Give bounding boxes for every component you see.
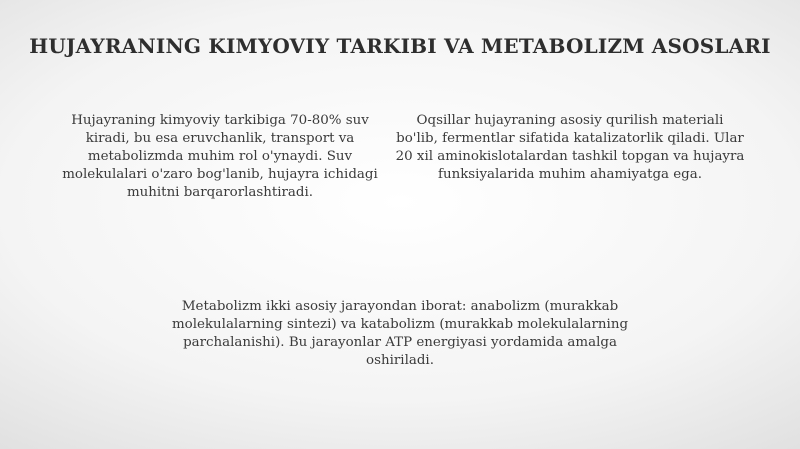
water-paragraph: Hujayraning kimyoviy tarkibiga 70-80% suv kiradi, bu esa eruvchanlik, transport va metabolizmda muhim rol o'ynaydi. Suv molekulalari o'zaro bog'lanib, hujayra ichidagi muhitni barqarorlashtiradi.	[62, 113, 378, 200]
slide-title: HUJAYRANING KIMYOVIY TARKIBI VA METABOLIZM ASOSLARI	[29, 34, 771, 58]
proteins-paragraph: Oqsillar hujayraning asosiy qurilish materiali bo'lib, fermentlar sifatida katalizatorlik qiladi. Ular 20 xil aminokislotalardan tashkil topgan va hujayra funksiyalarida muhim ahamiyatga ega.	[395, 113, 745, 182]
metabolism-paragraph: Metabolizm ikki asosiy jarayondan iborat: anabolizm (murakkab molekulalarning sintezi) va katabolizm (murakkab molekulalarning parchalanishi). Bu jarayonlar ATP energiyasi yordamida amalga oshiriladi.	[171, 299, 629, 368]
